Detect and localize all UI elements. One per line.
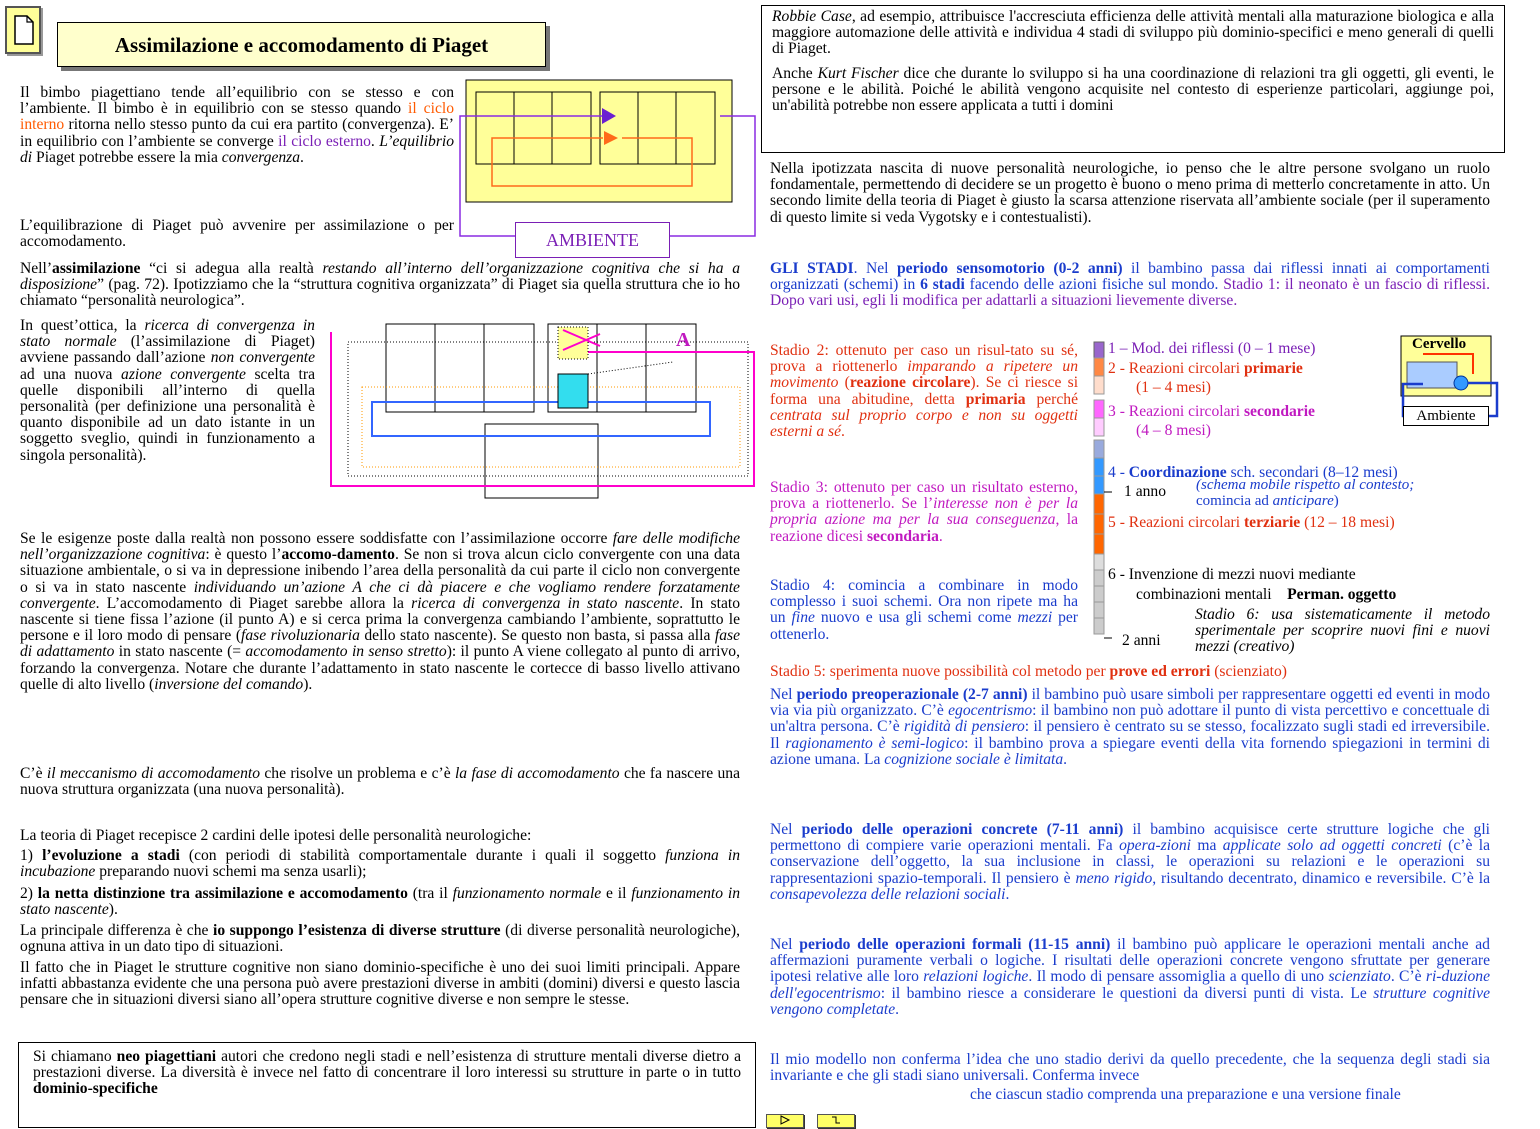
play-icon [775,1115,795,1125]
stage-6-sublabel: combinazioni mentali Perman. oggetto [1136,586,1397,603]
concrete-paragraph: Nel periodo delle operazioni concrete (7-11 anni) il bambino acquisisce certe strutture logiche che gli permettono di compiere varie operazioni mentali. Fa opera-zioni ma applicate solo ad oggetti concreti (c’è la conservazione dell’oggetto, la sua inclusione in classi, le operazioni su relazioni e le operazioni su rappresentazioni spazio-temporali. Il pensiero è meno rigido, risultando decentrato, dinamico e reversibile. C’è la consapevolezza delle relazioni sociali. [770,821,1490,903]
page-icon [7,8,39,52]
stadio-4: Stadio 4: comincia a combinare in modo complesso i suoi schemi. Ora non ripete ma ha un fine nuovo e usa gli schemi come mezzi per ottenerlo. [770,577,1078,643]
equilibration-paragraph: L’equilibrazione di Piaget può avvenire per assimilazione o per accomodamento. [20,217,454,251]
stadio-5: Stadio 5: sperimenta nuove possibilità col metodo per prove ed errori (scienziato) [770,663,1287,680]
stage-4-label: 4 - Coordinazione sch. secondari (8–12 mesi) [1108,464,1398,481]
stage-3-age: (4 – 8 mesi) [1136,422,1211,439]
point-a-label: A [676,329,691,351]
stadio-2: Stadio 2: ottenuto per caso un risul-tato su sé, prova a riottenerlo imparando a ripetere un movimento (reazione circolare). Se ci riesce si forma una abitudine, detta primaria perché centrata sul proprio corpo e non su oggetti esterni a sé. [770,342,1079,441]
stage-timeline-bar [1092,340,1112,650]
case-fischer-box: Robbie Case, ad esempio, attribuisce l'accresciuta efficienza delle attività mentali alla maturazione biologica e alla maggiore automazione delle attività e individua 4 stadi di sviluppo più dominio-specifici e meno generali di quelli di Piaget. Anche Kurt Fischer dice che durante lo sviluppo si ha una coordinazione di relazioni tra gli oggetti, gli eventi, le persone e le abilità. Poiché le abilità vengono acquisite nel contesto di esperienze particolari, aggiunge poi, un'abilità potrebbe non essere applicata a tutti i domini [761,5,1505,153]
cervello-label: Cervello [1412,336,1467,352]
next-page-button[interactable] [766,1114,804,1128]
accommodation-paragraph: Se le esigenze poste dalla realtà non possono essere soddisfatte con l’assimilazione occorre fare delle modifiche nell’organizzazione cognitiva: è questo l’accomo-damento. Se non si trova alcun ciclo convergente con una data situazione ambientale, o si va in depressione inibendo l’area della personalità da cui parte il ciclo non convergente o si va in stato nascente individuando un’azione A che ci dà piacere e che vogliamo rendere forzatamente convergente. L’accomodamento di Piaget sarebbe allora la ricerca di convergenza in stato nascente. In stato nascente si tiene fissa l’azione (il punto A) e si cerca prima la convergenza cambiando l’ambiente, soprattutto le persone e il loro modo di pensare (fase rivoluzionaria dello stato nascente). Se questo non basta, si passa alla fase di adattamento in stato nascente (= accomodamento in senso stretto): il punto A viene collegato al punto di arrivo, forzando la convergenza. Notare che durante l’adattamento in stato nascente le cortecce di basso livello attivano quelle di alto livello (inversione del comando). [20,530,741,693]
ambiente-box: Ambiente [1403,406,1489,426]
stage-5-label: 5 - Reazioni circolari terziarie (12 – 18 mesi) [1108,514,1395,531]
year-1-label: 1 anno [1124,483,1167,500]
cardinal-1: 1) l’evoluzione a stadi (con periodi di stabilità comportamentale durante i quali il soggetto funziona in incubazione preparando nuovi schemi ma senza usarli); [20,847,741,881]
social-paragraph: Nella ipotizzata nascita di nuove personalità neurologiche, io penso che le altre persone svolgano un ruolo fondamentale, permettendo di decidere se un progetto è buono o meno prima di metterlo concretamente in atto. Un secondo limite della teoria di Piaget è giusto la scarsa attenzione riservata all’ambiente sociale (per il superamento di questo limite si veda Vygotsky e i contestualisti). [770,160,1490,226]
stage-6-label: 6 - Invenzione di mezzi nuovi mediante [1108,566,1356,583]
stage-3-label: 3 - Reazioni circolari secondarie [1108,403,1315,420]
ambiente-label: AMBIENTE [515,222,670,258]
preoperational-paragraph: Nel periodo preoperazionale (2-7 anni) il bambino può usare simboli per rappresentare oggetti ed eventi in modo via via più organizzato. C’è egocentrismo: il bambino non può adottare il punto di vista percettivo e concettuale di un'altra persona. C’è rigidità di pensiero: il pensiero è centrato su se stesso, focalizzato sugli stadi ed irreversibile. Il ragionamento è semi-logico: il bambino prova a spiegare eventi della vita fornendo spiegazioni in termini di azione umana. La cognizione sociale è limitata. [770,686,1491,768]
cardinal-2: 2) la netta distinzione tra assimilazione e accomodamento (tra il funzionamento normale e il funzionamento in stato nascente). [20,885,740,919]
model-paragraph: Il mio modello non conferma l’idea che uno stadio derivi da quello precedente, che la sequenza degli stadi sia invariante e che gli stadi siano universali. Conferma invece [770,1051,1490,1085]
formal-paragraph: Nel periodo delle operazioni formali (11-15 anni) il bambino può applicare le operazioni mentali anche ad affermazioni puramente verbali o logiche. I risultati delle operazioni concrete vengono sfruttate per generare ipotesi relative alle loro relazioni logiche. Il modo di pensare assomiglia a quello di uno scienziato. C’è ri-duzione dell'egocentrismo: il bambino riesce a considerare le questioni da diversi punti di vista. Le strutture cognitive vengono completate. [770,936,1490,1018]
return-icon [826,1115,846,1125]
accommodation-diagram [328,322,758,500]
mechanism-paragraph: C’è il meccanismo di accomodamento che risolve un problema e c’è la fase di accomodamento che fa nascere una nuova struttura organizzata (una nuova personalità). [20,765,741,799]
assimilation-paragraph: Nell’assimilazione “ci si adegua alla realtà restando all’interno dell’organizzazione cognitiva che si ha a disposizione” (pag. 72). Ipotizziamo che la “struttura cognitiva organizzata” di Piaget sia quella struttura che io ho chiamato “personalità neurologica”. [20,260,741,310]
stadi-paragraph: GLI STADI. Nel periodo sensomotorio (0-2 anni) il bambino passa dai riflessi innati ai comportamenti organizzati (schemi) in 6 stadi facendo delle azioni fisiche sul mondo. Stadio 1: il neonato è un fascio di riflessi. Dopo vari usi, egli li modifica per adattarli a situazioni lievemente diverse. [770,260,1491,310]
model-paragraph-end: che ciascun stadio comprenda una preparazione e una versione finale [970,1086,1401,1103]
difference-paragraph: La principale differenza è che io suppongo l’esistenza di diverse strutture (di diverse personalità neurologiche), ognuna attiva in un dato tipo di situazioni. [20,922,740,956]
stage-2-age: (1 – 4 mesi) [1136,379,1211,396]
limits-paragraph: Il fatto che in Piaget le strutture cognitive non siano dominio-specifiche è uno dei suoi limiti principali. Appare infatti abbastanza evidente che una persona può avere prestazioni diverse in ambiti (domini) diversi e questo lascia pensare che in situazioni diversi siano all’opera strutture cognitive diverse e non sempre le stesse. [20,959,740,1009]
stadio-3: Stadio 3: ottenuto per caso un risultato esterno, prova a riottenerlo. Se l’interesse non è per la propria azione ma per la sua conseguenza, la reazione dicesi secondaria. [770,479,1078,545]
page-title: Assimilazione e accomodamento di Piaget [57,22,546,67]
document-icon[interactable] [5,6,41,54]
stage-1-label: 1 – Mod. dei riflessi (0 – 1 mese) [1108,340,1316,357]
neo-piagetians-box: Si chiamano neo piagettiani autori che credono negli stadi e nell’esistenza di strutture mentali diverse dietro a prestazioni diverse. La diversità è invece nel fatto di concentrare il loro interessi su strutture in parte o in tutto dominio-specifiche [18,1042,756,1128]
stage-2-label: 2 - Reazioni circolari primarie [1108,360,1303,377]
return-button[interactable] [817,1114,855,1128]
cardinals-intro: La teoria di Piaget recepisce 2 cardini delle ipotesi delle personalità neurologiche: [20,827,532,844]
intro-paragraph: Il bimbo piagettiano tende all’equilibrio con se stesso e con l’ambiente. Il bimbo è in equilibrio con se stesso quando il ciclo interno ritorna nello stesso punto da cui era partito (convergenza). E’ in equilibrio con l’ambiente se converge il ciclo esterno. L’equilibrio di Piaget potrebbe essere la mia convergenza. [20,84,455,166]
convergence-paragraph: In quest’ottica, la ricerca di convergenza in stato normale (l’assimilazione di Piaget) avviene passando dall’azione non convergente ad una nuova azione convergente scelta tra quelle disponibili all’interno di quella personalità (per definizione una personalità è quanto disponibile ad un dato istante in un soggetto sveglio, quindi in funzionamento a singola personalità). [20,317,316,464]
stage-6-note: Stadio 6: usa sistematicamente il metodo sperimentale per scoprire nuovi fini e nuovi mezzi (creativo) [1195,606,1490,656]
year-2-label: 2 anni [1122,632,1161,649]
stage-4-note: (schema mobile rispetto al contesto; comincia ad anticipare) [1196,477,1415,509]
